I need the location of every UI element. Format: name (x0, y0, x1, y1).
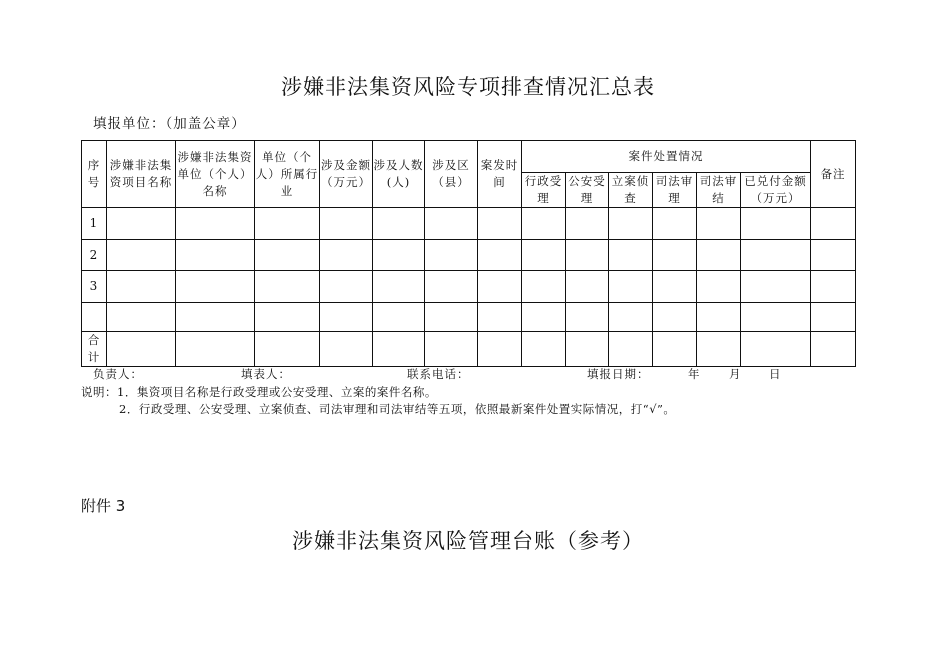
ledger-title: 涉嫌非法集资风险管理台账（参考） (292, 529, 644, 553)
row-number: 2 (82, 240, 107, 271)
header-county: 涉及区（县） (425, 141, 478, 208)
header-project-name: 涉嫌非法集资项目名称 (107, 141, 176, 208)
table-row (82, 303, 856, 332)
filler-label: 填表人： (241, 367, 291, 381)
table-row (82, 208, 856, 240)
note-label: 说明： (81, 385, 117, 399)
header-entity-name: 涉嫌非法集资单位（个人）名称 (176, 141, 255, 208)
header-amount: 涉及金额（万元） (320, 141, 373, 208)
note-line-1 (81, 384, 437, 400)
header-people: 涉及人数(人) (373, 141, 425, 208)
day-label: 日 (769, 367, 782, 381)
month-label: 月 (729, 367, 742, 381)
total-label: 合计 (82, 332, 107, 367)
header-judicial-review: 司法审理 (653, 173, 697, 208)
appendix-label: 附件 3 (81, 497, 126, 515)
header-admin-accept: 行政受理 (522, 173, 566, 208)
header-case-handling: 案件处置情况 (522, 141, 811, 173)
header-police-accept: 公安受理 (566, 173, 609, 208)
date-label: 填报日期： (587, 367, 650, 381)
header-repaid-amount: 已兑付金额（万元） (741, 173, 811, 208)
header-seq: 序号 (82, 141, 107, 208)
fill-unit-label: 填报单位：（加盖公章） (93, 116, 246, 132)
summary-table (81, 140, 856, 367)
table-row (82, 240, 856, 271)
phone-label: 联系电话： (407, 367, 470, 381)
header-industry: 单位（个人）所属行业 (255, 141, 320, 208)
responsible-label: 负责人： (93, 367, 143, 381)
header-case-filing: 立案侦查 (609, 173, 653, 208)
header-time: 案发时间 (478, 141, 522, 208)
signature-footer (93, 366, 853, 382)
row-number: 1 (82, 208, 107, 240)
note-item-2: 2．行政受理、公安受理、立案侦查、司法审理和司法审结等五项，依照最新案件处置实际情况，打“√”。 (119, 402, 676, 416)
note-item-1: 1．集资项目名称是行政受理或公安受理、立案的案件名称。 (117, 385, 437, 399)
row-number (82, 303, 107, 332)
table-row (82, 271, 856, 303)
year-label: 年 (688, 367, 701, 381)
row-number: 3 (82, 271, 107, 303)
total-row (82, 332, 856, 367)
header-remark: 备注 (811, 141, 856, 208)
header-judicial-close: 司法审结 (697, 173, 741, 208)
page-title: 涉嫌非法集资风险专项排查情况汇总表 (281, 75, 655, 99)
